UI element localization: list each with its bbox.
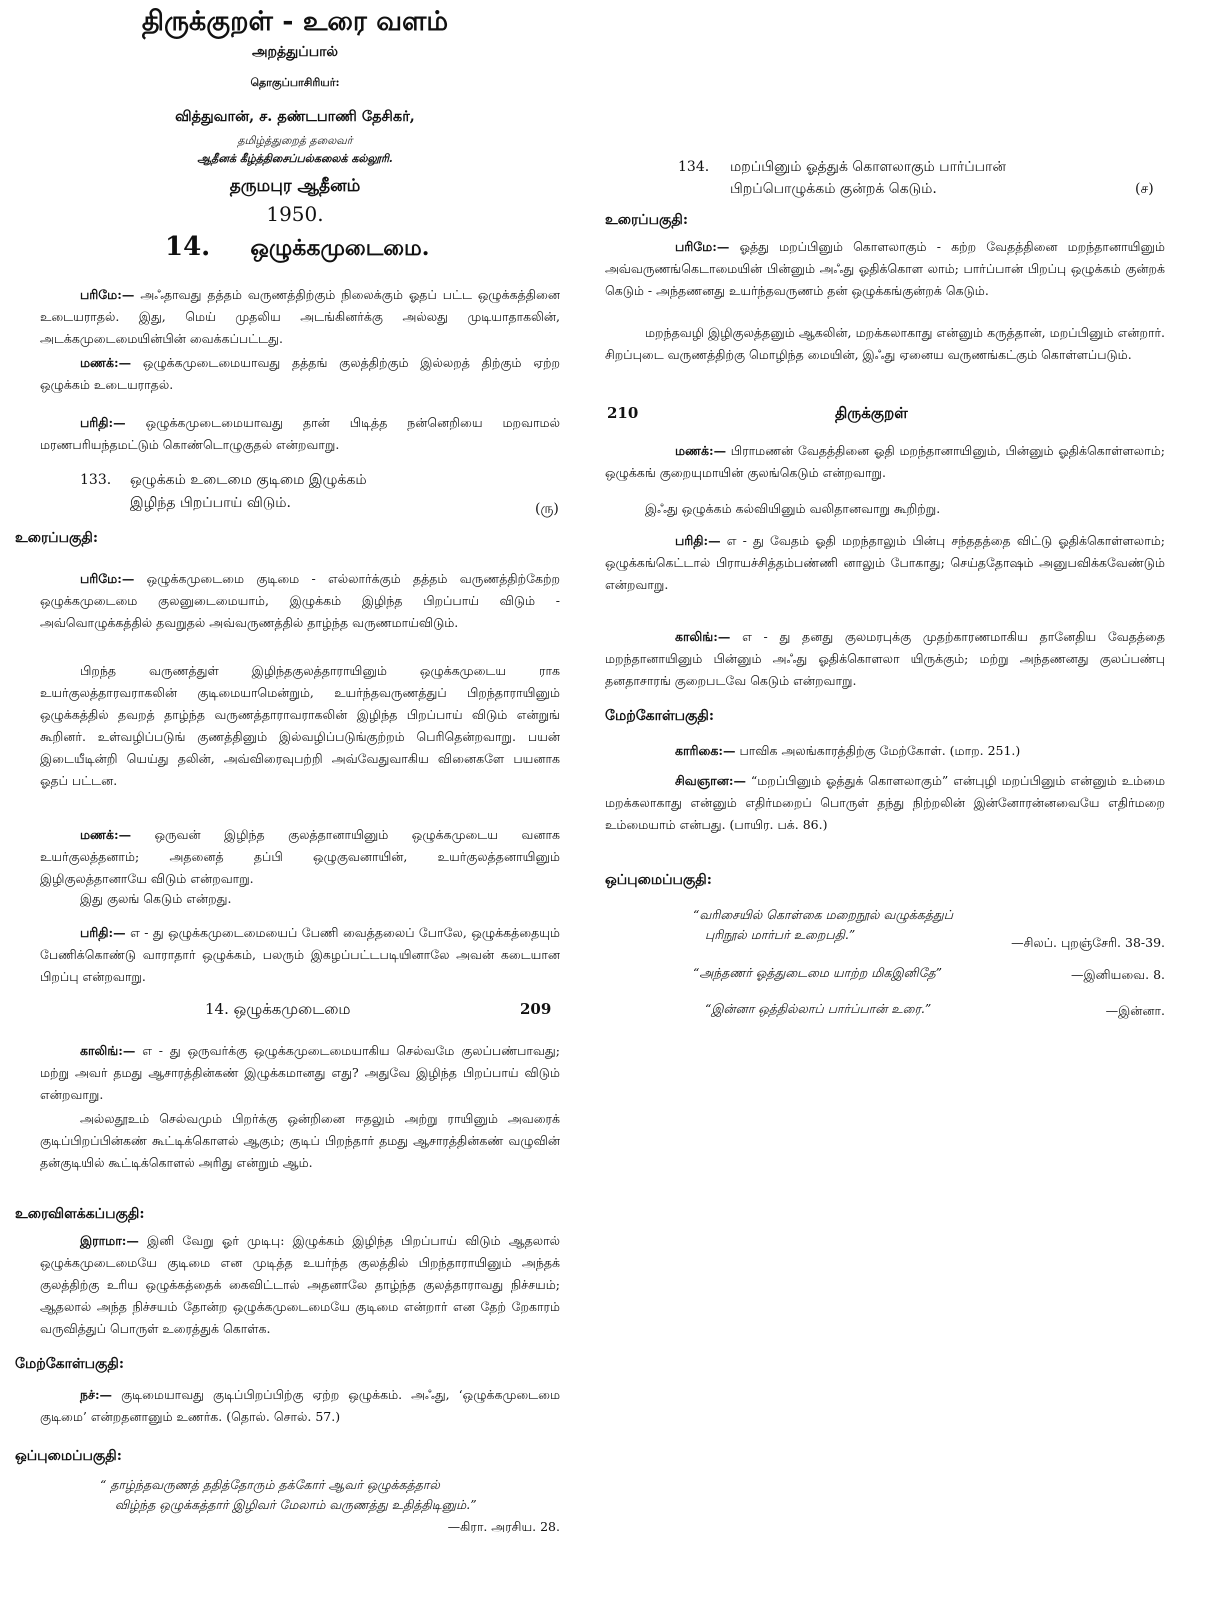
quote-line-2: புரிநூல் மார்பர் உறைபதி.” bbox=[705, 927, 856, 942]
p210-pari: பரிதி:— எ - து வேதம் ஓதி மறந்தாலும் பின்பு சந்ததத்தை விட்டு ஓதிக்கொள்ளலாம்; ஒழுக்கங்கெட்டால் பிராயச்சித்தம்பண்ணி னாலும் போகாது; செய்ததோஷம் அனுபவிக்கவேண்டும் என்றவாறு. bbox=[605, 533, 1165, 592]
kural-mark: (ரு) bbox=[535, 501, 559, 517]
kural-mark: (ச) bbox=[1135, 181, 1154, 197]
intro-pari: பரிதி:— ஒழுக்கமுடைமையாவது தான் பிடித்த நன்னெறியை மறவாமல் மரணபரியந்தமட்டும் கொண்டொழுகுதல் என்றவாறு. bbox=[40, 415, 560, 452]
commentator-label: மணக்:— bbox=[675, 443, 727, 458]
section-heading-oppu: ஒப்புமைப்பகுதி: bbox=[605, 872, 712, 888]
book-title: திருக்குறள் - உரை வளம் bbox=[141, 6, 449, 37]
p210-kaalin: காலிங்:— எ - து தனது குலமரபுக்கு முதற்காரணமாகிய தானேதிய வேதத்தை மறந்தானாயினும் பின்னும் அஃது ஓதிக்கொளலா யிருக்கும்; மற்று அந்தணனது குலப்பண்பு தனதாசாரங் குறைபடவே கெடும் என்றவாறு. bbox=[605, 629, 1165, 688]
section-heading-vilakkam: உரைவிளக்கப்பகுதி: bbox=[15, 1206, 145, 1222]
merkol-sival: சிவஞான:— “மறப்பினும் ஓத்துக் கொளலாகும்” என்புழி மறப்பினும் என்னும் உம்மை மறக்கலாகாது என்னும் எதிர்மறைப் பொருள் தந்து நிற்றலின் இன்னோரன்னவையே எதிர்மறை உம்மையாம் என்பது. (பாயிர. பக். 86.) bbox=[605, 773, 1165, 832]
compiler-name: வித்துவான், ச. தண்டபாணி தேசிகர், bbox=[175, 108, 415, 125]
commentator-label: காலிங்:— bbox=[80, 1043, 136, 1058]
compiler-role-2: ஆதீனக் கீழ்த்திசைப்பல்கலைக் கல்லூரி. bbox=[197, 152, 393, 165]
kural-line-1: ஒழுக்கம் உடைமை குடிமை இழுக்கம் bbox=[130, 472, 367, 488]
commentator-label: காலிங்:— bbox=[675, 629, 731, 644]
commentator-label: பரிமே:— bbox=[675, 239, 730, 254]
urai-parimel-p1: பரிமே:— ஒழுக்கமுடைமை குடிமை - எல்லார்க்கும் தத்தம் வருணத்திற்கேற்ற ஒழுக்கமுடைமை குலனுடைமையாம், இழுக்கம் இழிந்த பிறப்பாய் விடும் - அவ்வொழுக்கத்தில் தவறுதல் அவ்வருணத்தில் தாழ்ந்த வருணமாய்விடும். bbox=[40, 571, 560, 630]
kural-number: 133. bbox=[80, 472, 112, 488]
chapter-number: 14. bbox=[165, 232, 211, 262]
commentator-label: சிவஞான:— bbox=[675, 773, 746, 788]
quote-line-1: “ தாழ்ந்தவருணத் ததித்தோரும் தக்கோர் ஆவர் ஒழுக்கத்தால் bbox=[100, 1477, 440, 1492]
commentator-label: பரிமே:— bbox=[80, 287, 135, 302]
vilakkam-rama: இராமா:— இனி வேறு ஓர் முடிபு: இழுக்கம் இழிந்த பிறப்பாய் விடும் ஆதலால் ஒழுக்கமுடைமையே குடிமை என முடித்த உயர்ந்த குலத்தில் பிறந்தாராயினும் அந்தக் குலத்திற்கு உரிய ஒழுக்கத்தைக் கைவிட்டால் அதனாலே தாழ்ந்த குலத்தாராவது நிச்சயம்; ஆதலால் அந்த நிச்சயம் தோன்ற ஒழுக்கமுடைமையே குடிமை என்றார் என தேற் றேகாரம் வருவித்துப் பொருள் உரைத்துக் கொள்க. bbox=[40, 1233, 560, 1336]
publication-year: 1950. bbox=[266, 202, 324, 226]
urai-manak-p2: இது குலங் கெடும் என்றது. bbox=[80, 891, 232, 906]
chapter-title: ஒழுக்கமுடைமை. bbox=[250, 235, 430, 261]
section-heading-urai: உரைப்பகுதி: bbox=[605, 212, 689, 228]
commentator-label: பரிதி:— bbox=[80, 415, 126, 430]
p210-manak-p1: மணக்:— பிராமணன் வேதத்தினை ஓதி மறந்தானாயினும், பின்னும் ஓதிக்கொள்ளலாம்; ஒழுக்கங் குறையுமாயின் குலங்கெடும் என்றவாறு. bbox=[605, 443, 1165, 480]
running-head-chapter: 14. ஒழுக்கமுடைமை bbox=[205, 1000, 351, 1018]
urai134-parimel-p2: மறந்தவழி இழிகுலத்தனும் ஆகலின், மறக்கலாகாது என்னும் கருத்தான், மறப்பினும் என்றார். சிறப்புடை வருணத்திற்கு மொழிந்த மையின், இஃது ஏனைய வருணங்கட்கும் கொள்ளப்படும். bbox=[605, 325, 1165, 362]
section-heading-merkol: மேற்கோள்பகுதி: bbox=[15, 1356, 124, 1372]
quote-line: “இன்னா ஒத்தில்லாப் பார்ப்பான் உரை.” bbox=[705, 1001, 932, 1016]
section-heading-merkol: மேற்கோள்பகுதி: bbox=[605, 708, 714, 724]
merkol-kaari: காரிகை:— பாவிக அலங்காரத்திற்கு மேற்கோள். (மாற. 251.) bbox=[675, 743, 1021, 758]
publisher: தருமபுர ஆதீனம் bbox=[229, 176, 361, 196]
compiler-label: தொகுப்பாசிரியர்: bbox=[250, 76, 340, 89]
quote-source: —கிரா. அரசிய. 28. bbox=[447, 1519, 560, 1534]
urai134-parimel-p1: பரிமே:— ஓத்து மறப்பினும் கொளலாகும் - கற்ற வேதத்தினை மறந்தானாயினும் அவ்வருணங்கெடாமையின் பின்னும் அஃது ஓதிக்கொள லாம்; பார்ப்பான் பிறப்பு ஒழுக்கம் குன்றக் கெடும் - அந்தணனது உயர்ந்தவருணம் தன் ஒழுக்கங்குன்றக் கெடும். bbox=[605, 239, 1165, 298]
merkol-nach: நச்:— குடிமையாவது குடிப்பிறப்பிற்கு ஏற்ற ஒழுக்கம். அஃது, ‘ஒழுக்கமுடைமை குடிமை’ என்றதனானும் உணர்க. (தொல். சொல். 57.) bbox=[40, 1387, 560, 1424]
urai-pari: பரிதி:— எ - து ஒழுக்கமுடைமையைப் பேணி வைத்தலைப் போலே, ஒழுக்கத்தையும் பேணிக்கொண்டு வாராதார் ஒழுக்கம், பலரும் இகழப்பட்டபடியினாலே அவன் கடையான பிறப்பு என்றவாறு. bbox=[40, 925, 560, 984]
compiler-role-1: தமிழ்த்துறைத் தலைவர் bbox=[237, 134, 353, 147]
intro-parimel: பரிமே:— அஃதாவது தத்தம் வருணத்திற்கும் நிலைக்கும் ஓதப் பட்ட ஒழுக்கத்தினை உடையராதல். இது, மெய் முதலிய அடங்கினர்க்கு அல்லது முடியாதாகலின், அடக்கமுடைமையின்பின் வைக்கப்பட்டது. bbox=[40, 287, 560, 346]
p209-kaalin-p1: காலிங்:— எ - து ஒருவர்க்கு ஒழுக்கமுடைமையாகிய செல்வமே குலப்பண்பாவது; மற்று அவர் தமது ஆசாரத்தின்கண் இழுக்கமானது எது? அதுவே இழிந்த பிறப்பாய் விடும் என்றவாறு. bbox=[40, 1043, 560, 1102]
urai-parimel-p2: பிறந்த வருணத்துள் இழிந்தகுலத்தாராயினும் ஒழுக்கமுடைய ராக உயர்குலத்தாரவராகலின் குடிமையாமென்றும், உயர்ந்தவருணத்துப் பிறந்தாராயினும் ஒழுக்கத்தில் தவறத் தாழ்ந்த வருணத்தாராவராகலின் இழிந்த பிறப்பாய் விடும் என்றுங் கூறினர். உள்வழிப்படுங் குணத்தினும் இல்வழிப்படுங்குற்றம் பெரிதென்றவாறு. பயன் இடையீடின்றி யெய்து தலின், அவ்விரைவுபற்றி அவ்வேதுவாகிய வினைகளே பயனாக ஓதப் பட்டன. bbox=[40, 663, 560, 788]
commentator-label: மணக்:— bbox=[80, 355, 132, 370]
commentator-label: நச்:— bbox=[80, 1387, 113, 1402]
page-number: 209 bbox=[520, 1000, 552, 1018]
chapter-heading bbox=[165, 232, 505, 264]
quote-line: “அந்தணர் ஓத்துடைமை யாற்ற மிகஇனிதே” bbox=[693, 965, 943, 980]
quote-line-2: விழ்ந்த ஒழுக்கத்தார் இழிவர் மேலாம் வருணத்து உதித்திடினும்.” bbox=[115, 1497, 477, 1512]
kural-line-2: பிறப்பொழுக்கம் குன்றக் கெடும். bbox=[730, 181, 937, 197]
intro-manak: மணக்:— ஒழுக்கமுடைமையாவது தத்தங் குலத்திற்கும் இல்லறத் திற்கும் ஏற்ற ஒழுக்கம் உடையராதல். bbox=[40, 355, 560, 392]
book-subtitle: அறத்துப்பால் bbox=[251, 44, 339, 60]
quote-line-1: “வரிசையில் கொள்கை மறைநூல் வழுக்கத்துப் bbox=[693, 907, 954, 922]
running-head-title: திருக்குறள் bbox=[835, 404, 908, 422]
commentator-label: மணக்:— bbox=[80, 827, 132, 842]
commentator-label: பரிதி:— bbox=[80, 925, 126, 940]
quote-source: —சிலப். புறஞ்சேரி. 38-39. bbox=[1011, 935, 1165, 950]
p210-manak-p2: இஃது ஒழுக்கம் கல்வியினும் வலிதானவாறு கூறிற்று. bbox=[645, 501, 941, 516]
commentator-label: பரிமே:— bbox=[80, 571, 135, 586]
kural-number: 134. bbox=[678, 159, 710, 175]
quote-source: —இன்னா. bbox=[1105, 1003, 1165, 1018]
page-number: 210 bbox=[607, 404, 639, 422]
kural-line-1: மறப்பினும் ஓத்துக் கொளலாகும் பார்ப்பான் bbox=[730, 159, 1006, 175]
commentator-label: பரிதி:— bbox=[675, 533, 721, 548]
quote-source: —இனியவை. 8. bbox=[1071, 967, 1165, 982]
kural-line-2: இழிந்த பிறப்பாய் விடும். bbox=[130, 495, 291, 511]
section-heading-oppu: ஒப்புமைப்பகுதி: bbox=[15, 1448, 122, 1464]
commentator-label: இராமா:— bbox=[80, 1233, 139, 1248]
section-heading-urai: உரைப்பகுதி: bbox=[15, 530, 99, 546]
p209-kaalin-p2: அல்லதூஉம் செல்வமும் பிறர்க்கு ஒன்றினை ஈதலும் அற்று ராயினும் அவரைக் குடிப்பிறப்பின்கண் கூட்டிக்கொளல் ஆகும்; குடிப் பிறந்தார் தமது ஆசாரத்தின்கண் வழுவின் தன்குடியில் கூட்டிக்கொளல் அரிது என்றும் ஆம். bbox=[40, 1111, 560, 1170]
commentator-label: காரிகை:— bbox=[675, 743, 736, 758]
urai-manak-p1: மணக்:— ஒருவன் இழிந்த குலத்தானாயினும் ஒழுக்கமுடைய வனாக உயர்குலத்தனாம்; அதனைத் தப்பி ஒழுகுவனாயின், உயர்குலத்தனாயினும் இழிகுலத்தானாயே விடும் என்றவாறு. bbox=[40, 827, 560, 886]
